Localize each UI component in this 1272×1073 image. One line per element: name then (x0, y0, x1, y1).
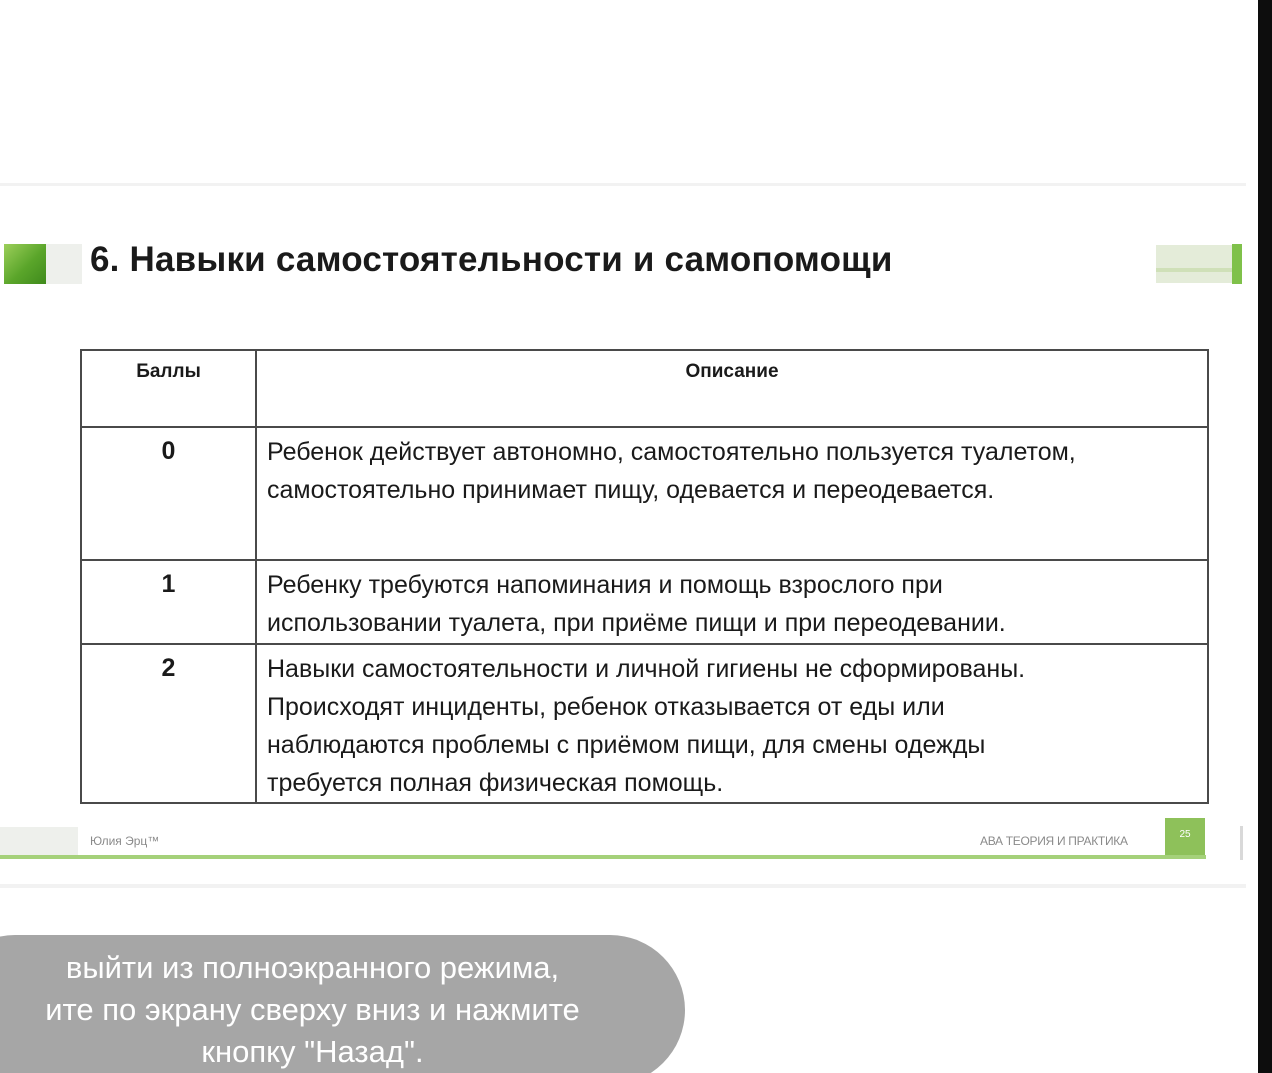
description-line: Ребенку требуются напоминания и помощь взрослого при (267, 571, 943, 599)
title-decor-pale (46, 244, 82, 284)
description-line: наблюдаются проблемы с приёмом пищи, для смены одежды (267, 731, 986, 759)
score-description (256, 427, 1208, 560)
slide-title: 6. Навыки самостоятельности и самопомощи (90, 240, 893, 279)
title-decor-bar-line (1156, 268, 1232, 272)
title-decor-icon (4, 244, 46, 284)
score-description (256, 560, 1208, 644)
table-row (81, 560, 1208, 644)
description-line: Навыки самостоятельности и личной гигиены не сформированы. (267, 655, 1026, 683)
slide-bottom-border (0, 884, 1246, 888)
score-value: 1 (81, 560, 256, 644)
screen-edge (1258, 0, 1272, 1073)
toast-line: ите по экрану сверху вниз и нажмите (45, 992, 580, 1027)
table-header-row (81, 350, 1208, 427)
footer-divider (0, 855, 1206, 859)
footer-course-name: АВА ТЕОРИЯ И ПРАКТИКА (980, 834, 1128, 848)
scores-table (80, 349, 1209, 804)
toast-line: кнопку "Назад". (201, 1034, 424, 1069)
table-row (81, 644, 1208, 803)
description-line: самостоятельно принимает пищу, одевается и переодевается. (267, 476, 995, 504)
table-row (81, 427, 1208, 560)
toast-line: выйти из полноэкранного режима, (65, 950, 560, 985)
description-line: Происходят инциденты, ребенок отказывается от еды или (267, 693, 945, 721)
page-number: 25 (1179, 829, 1191, 840)
footer-decor-pale (0, 827, 78, 855)
score-description (256, 644, 1208, 803)
footer-author: Юлия Эрц™ (90, 834, 160, 848)
title-decor-accent (1232, 244, 1242, 284)
description-line: требуется полная физическая помощь. (267, 769, 724, 797)
header-scores: Баллы (81, 350, 256, 427)
header-description: Описание (256, 350, 1208, 427)
description-line: Ребенок действует автономно, самостоятельно пользуется туалетом, (267, 438, 1076, 466)
score-value: 0 (81, 427, 256, 560)
description-line: использовании туалета, при приёме пищи и при переодевании. (267, 609, 1006, 637)
page-number-badge (1165, 818, 1205, 858)
title-decor-bar (1156, 245, 1232, 283)
footer-edge-tick (1240, 826, 1243, 860)
score-value: 2 (81, 644, 256, 803)
exit-fullscreen-toast (0, 935, 685, 1073)
